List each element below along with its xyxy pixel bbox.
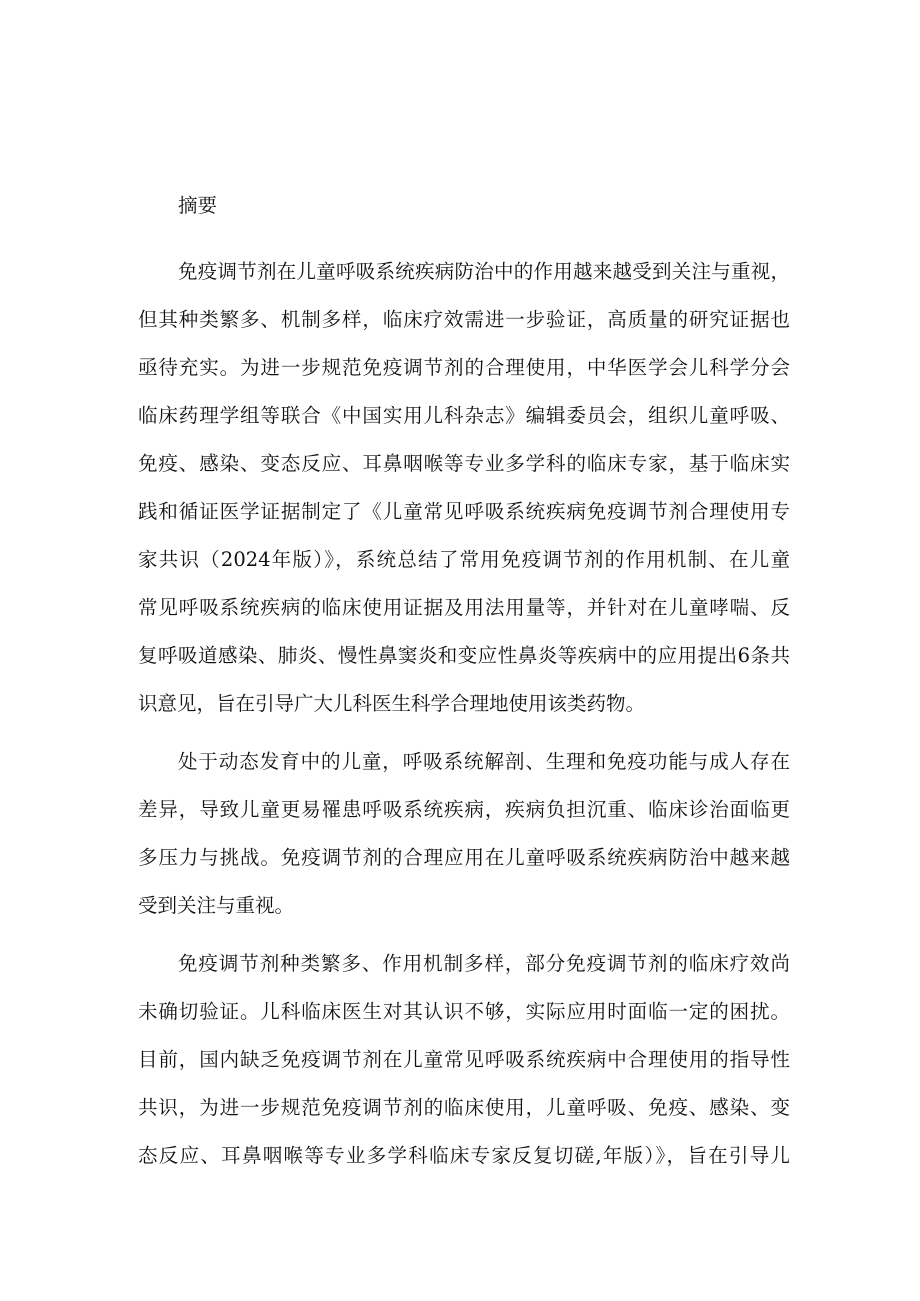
text-line: 差异，导致儿童更易罹患呼吸系统疾病，疾病负担沉重、临床诊治面临更 xyxy=(138,798,790,821)
text-line: 态反应、耳鼻咽喉等专业多学科临床专家反复切磋,年版）》，旨在引导儿 xyxy=(138,1144,790,1167)
abstract-heading: 摘要 xyxy=(178,194,218,217)
text-line: 免疫调节剂种类繁多、作用机制多样，部分免疫调节剂的临床疗效尚 xyxy=(178,952,790,975)
paragraph-3 xyxy=(138,940,790,1180)
text-line: 共识，为进一步规范免疫调节剂的临床使用，儿童呼吸、免疫、感染、变 xyxy=(138,1096,790,1119)
text-line: 多压力与挑战。免疫调节剂的合理应用在儿童呼吸系统疾病防治中越来越 xyxy=(138,846,790,869)
text-line: 家共识（2024年版）》，系统总结了常用免疫调节剂的作用机制、在儿童 xyxy=(138,548,790,571)
text-line: 践和循证医学证据制定了《儿童常见呼吸系统疾病免疫调节剂合理使用专 xyxy=(138,500,790,523)
paragraph-1 xyxy=(138,248,790,728)
text-line: 亟待充实。为进一步规范免疫调节剂的合理使用，中华医学会儿科学分会 xyxy=(138,356,790,379)
text-line: 但其种类繁多、机制多样，临床疗效需进一步验证，高质量的研究证据也 xyxy=(138,308,790,331)
text-line: 常见呼吸系统疾病的临床使用证据及用法用量等，并针对在儿童哮喘、反 xyxy=(138,596,790,619)
text-line: 免疫调节剂在儿童呼吸系统疾病防治中的作用越来越受到关注与重视， xyxy=(178,260,790,283)
text-line: 复呼吸道感染、肺炎、慢性鼻窦炎和变应性鼻炎等疾病中的应用提出6条共 xyxy=(138,644,790,667)
text-line: 受到关注与重视。 xyxy=(138,894,295,917)
text-line: 未确切验证。儿科临床医生对其认识不够，实际应用时面临一定的困扰。 xyxy=(138,1000,790,1023)
text-line: 处于动态发育中的儿童，呼吸系统解剖、生理和免疫功能与成人存在 xyxy=(178,750,790,773)
text-line: 临床药理学组等联合《中国实用儿科杂志》编辑委员会，组织儿童呼吸、 xyxy=(138,404,790,427)
text-line: 识意见，旨在引导广大儿科医生科学合理地使用该类药物。 xyxy=(138,692,646,715)
paragraph-2 xyxy=(138,738,790,930)
text-line: 免疫、感染、变态反应、耳鼻咽喉等专业多学科的临床专家，基于临床实 xyxy=(138,452,790,475)
text-line: 目前，国内缺乏免疫调节剂在儿童常见呼吸系统疾病中合理使用的指导性 xyxy=(138,1048,790,1071)
document-body xyxy=(138,182,790,1190)
